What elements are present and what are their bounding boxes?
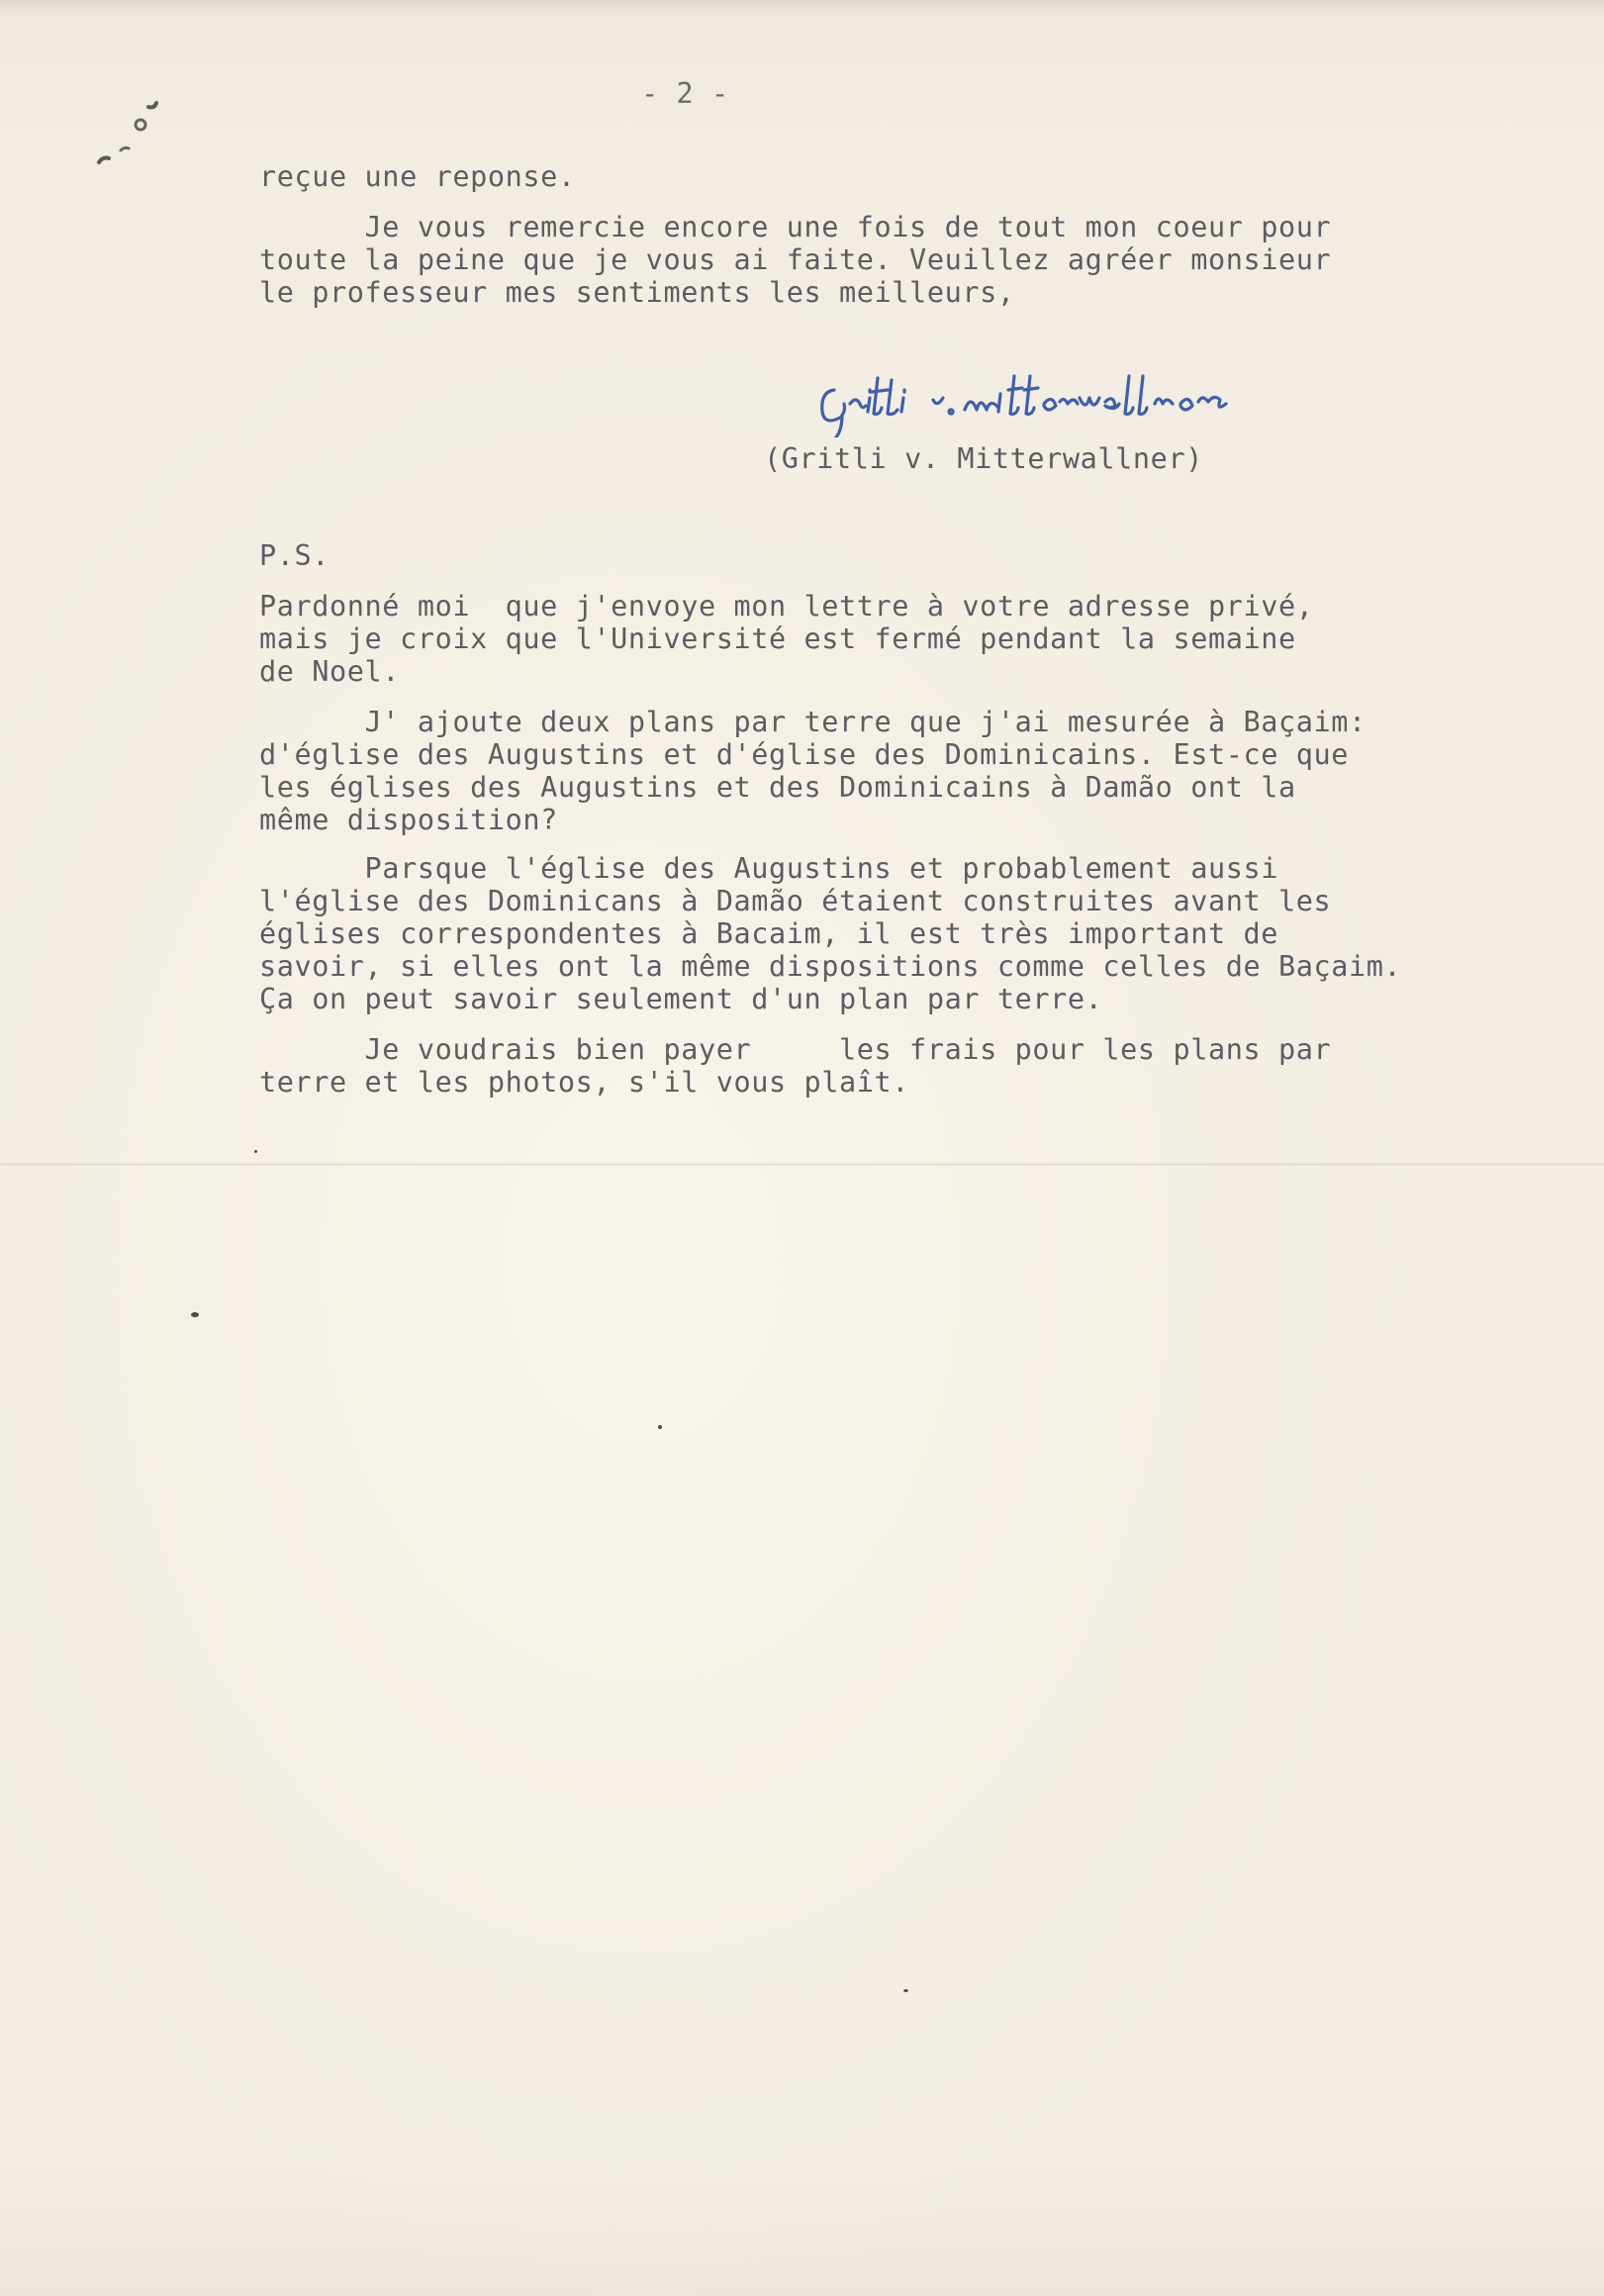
postscript-label: P.S. — [259, 539, 330, 572]
corner-annotation-mark — [91, 91, 170, 180]
handwritten-signature — [806, 368, 1361, 437]
ps-paragraph1-line-1: Pardonné moi que j'envoye mon lettre à votre adresse privé, — [259, 590, 1314, 622]
paper-speck — [658, 1425, 662, 1429]
ps-paragraph4-line-1: Je voudrais bien payer les frais pour les plans par — [259, 1033, 1332, 1066]
thanks-line-2: toute la peine que je vous ai faite. Veuillez agréer monsieur — [259, 243, 1332, 276]
ps-paragraph2-line-4: même disposition? — [259, 804, 558, 836]
ps-paragraph3-line-2: l'église des Dominicans à Damão étaient construites avant les — [259, 885, 1332, 917]
page-top-edge — [0, 0, 1604, 14]
paper-fold-line — [0, 1163, 1604, 1166]
ps-paragraph4-line-2: terre et les photos, s'il vous plaît. — [259, 1066, 910, 1099]
ps-paragraph2-line-2: d'église des Augustins et d'église des Dominicains. Est-ce que — [259, 738, 1350, 771]
page-number: - 2 - — [641, 77, 729, 110]
opening-fragment: reçue une reponse. — [259, 160, 576, 193]
ps-paragraph2-line-3: les églises des Augustins et des Dominicains à Damão ont la — [259, 771, 1296, 804]
typed-signature-name: (Gritli v. Mitterwallner) — [764, 442, 1203, 475]
ps-paragraph3-line-4: savoir, si elles ont la même dispositions comme celles de Baçaim. — [259, 950, 1402, 983]
paper-speck — [254, 1150, 257, 1153]
ps-paragraph3-line-5: Ça on peut savoir seulement d'un plan par terre. — [259, 983, 1103, 1015]
ps-paragraph2-line-1: J' ajoute deux plans par terre que j'ai mesurée à Baçaim: — [259, 706, 1367, 738]
ps-paragraph3-line-1: Parsque l'église des Augustins et probablement aussi — [259, 852, 1278, 885]
ps-paragraph1-line-2: mais je croix que l'Université est fermé pendant la semaine — [259, 622, 1296, 655]
ps-paragraph1-line-3: de Noel. — [259, 655, 401, 688]
ps-paragraph3-line-3: églises correspondentes à Bacaim, il est très important de — [259, 917, 1278, 950]
thanks-line-1: Je vous remercie encore une fois de tout mon coeur pour — [259, 211, 1332, 243]
paper-speck — [191, 1312, 199, 1317]
paper-speck — [903, 1989, 908, 1992]
thanks-line-3: le professeur mes sentiments les meilleurs, — [259, 276, 1015, 309]
